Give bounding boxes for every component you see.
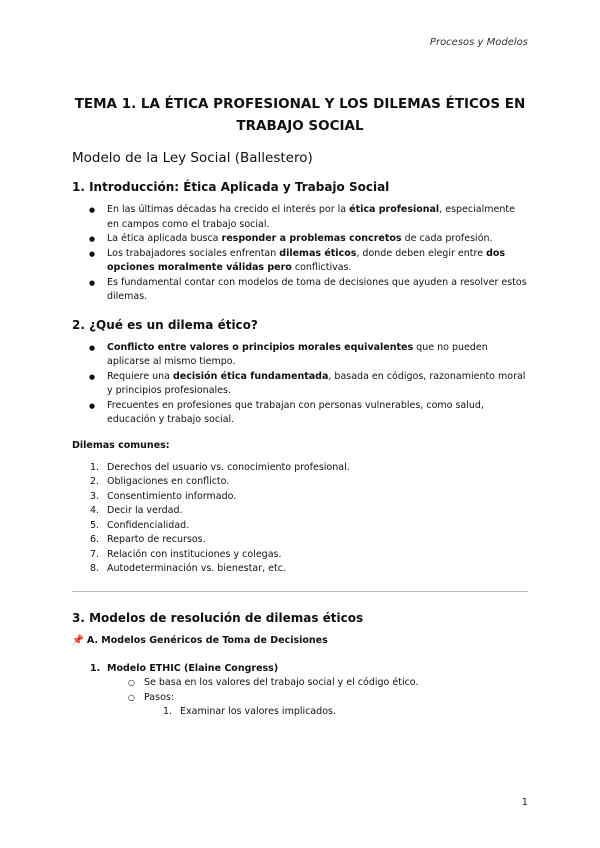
section2-heading: 2. ¿Qué es un dilema ético?	[72, 317, 258, 332]
page-header: Procesos y Modelos	[429, 37, 528, 48]
list-item: ○ Pasos:	[72, 691, 528, 706]
list-item: ● Requiere una decisión ética fundamentada, basada en códigos, razonamiento moral y principios profesionales.	[72, 370, 528, 399]
document-body	[72, 93, 528, 720]
list-item: ● La ética aplicada busca responder a problemas concretos de cada profesión.	[72, 232, 528, 247]
model-ethic-details	[72, 676, 528, 705]
list-item: ● Es fundamental contar con modelos de toma de decisiones que ayuden a resolver estos dilemas.	[72, 276, 528, 305]
list-item: 5. Confidencialidad.	[90, 519, 190, 531]
list-item: 7. Relación con instituciones y colegas.	[90, 548, 282, 560]
list-item: ● Frecuentes en profesiones que trabajan con personas vulnerables, como salud, educación y trabajo social.	[72, 399, 528, 428]
section2-bullets	[72, 341, 528, 428]
list-item: 1. Derechos del usuario vs. conocimiento profesional.	[90, 461, 350, 473]
list-item: ● Los trabajadores sociales enfrentan dilemas éticos, donde deben elegir entre dos opciones moralmente válidas pero conflictivas.	[72, 247, 528, 276]
list-item: 3. Consentimiento informado.	[90, 490, 237, 502]
list-item: ● En las últimas décadas ha crecido el interés por la ética profesional, especialmente en campos como el trabajo social.	[72, 203, 528, 232]
list-item: 8. Autodeterminación vs. bienestar, etc.	[90, 563, 286, 574]
list-item: 6. Reparto de recursos.	[90, 534, 206, 545]
document-title: TEMA 1. LA ÉTICA PROFESIONAL Y LOS DILEMAS ÉTICOS EN TRABAJO SOCIAL	[74, 96, 526, 134]
list-item: 2. Obligaciones en conflicto.	[90, 476, 230, 487]
list-item: ○ Se basa en los valores del trabajo social y el código ético.	[72, 676, 528, 691]
pushpin-icon: 📌	[72, 634, 84, 646]
section3-heading: 3. Modelos de resolución de dilemas éticos	[72, 610, 364, 625]
section3-subheading: 📌 A. Modelos Genéricos de Toma de Decisiones	[72, 634, 328, 646]
page-number: 1	[521, 797, 528, 808]
section1-heading: 1. Introducción: Ética Aplicada y Trabajo Social	[72, 180, 390, 194]
horizontal-divider	[72, 591, 528, 592]
common-dilemmas-label: Dilemas comunes:	[72, 439, 170, 451]
common-dilemmas-list	[72, 461, 528, 577]
section1-bullets	[72, 203, 528, 305]
model-ethic-item: 1. Modelo ETHIC (Elaine Congress)	[90, 662, 279, 674]
model-ethic-step: 1. Examinar los valores implicados.	[163, 706, 336, 717]
model-heading: Modelo de la Ley Social (Ballestero)	[72, 150, 313, 166]
list-item: ● Conflicto entre valores o principios morales equivalentes que no pueden aplicarse al mismo tiempo.	[72, 341, 528, 370]
list-item: 4. Decir la verdad.	[90, 505, 183, 516]
